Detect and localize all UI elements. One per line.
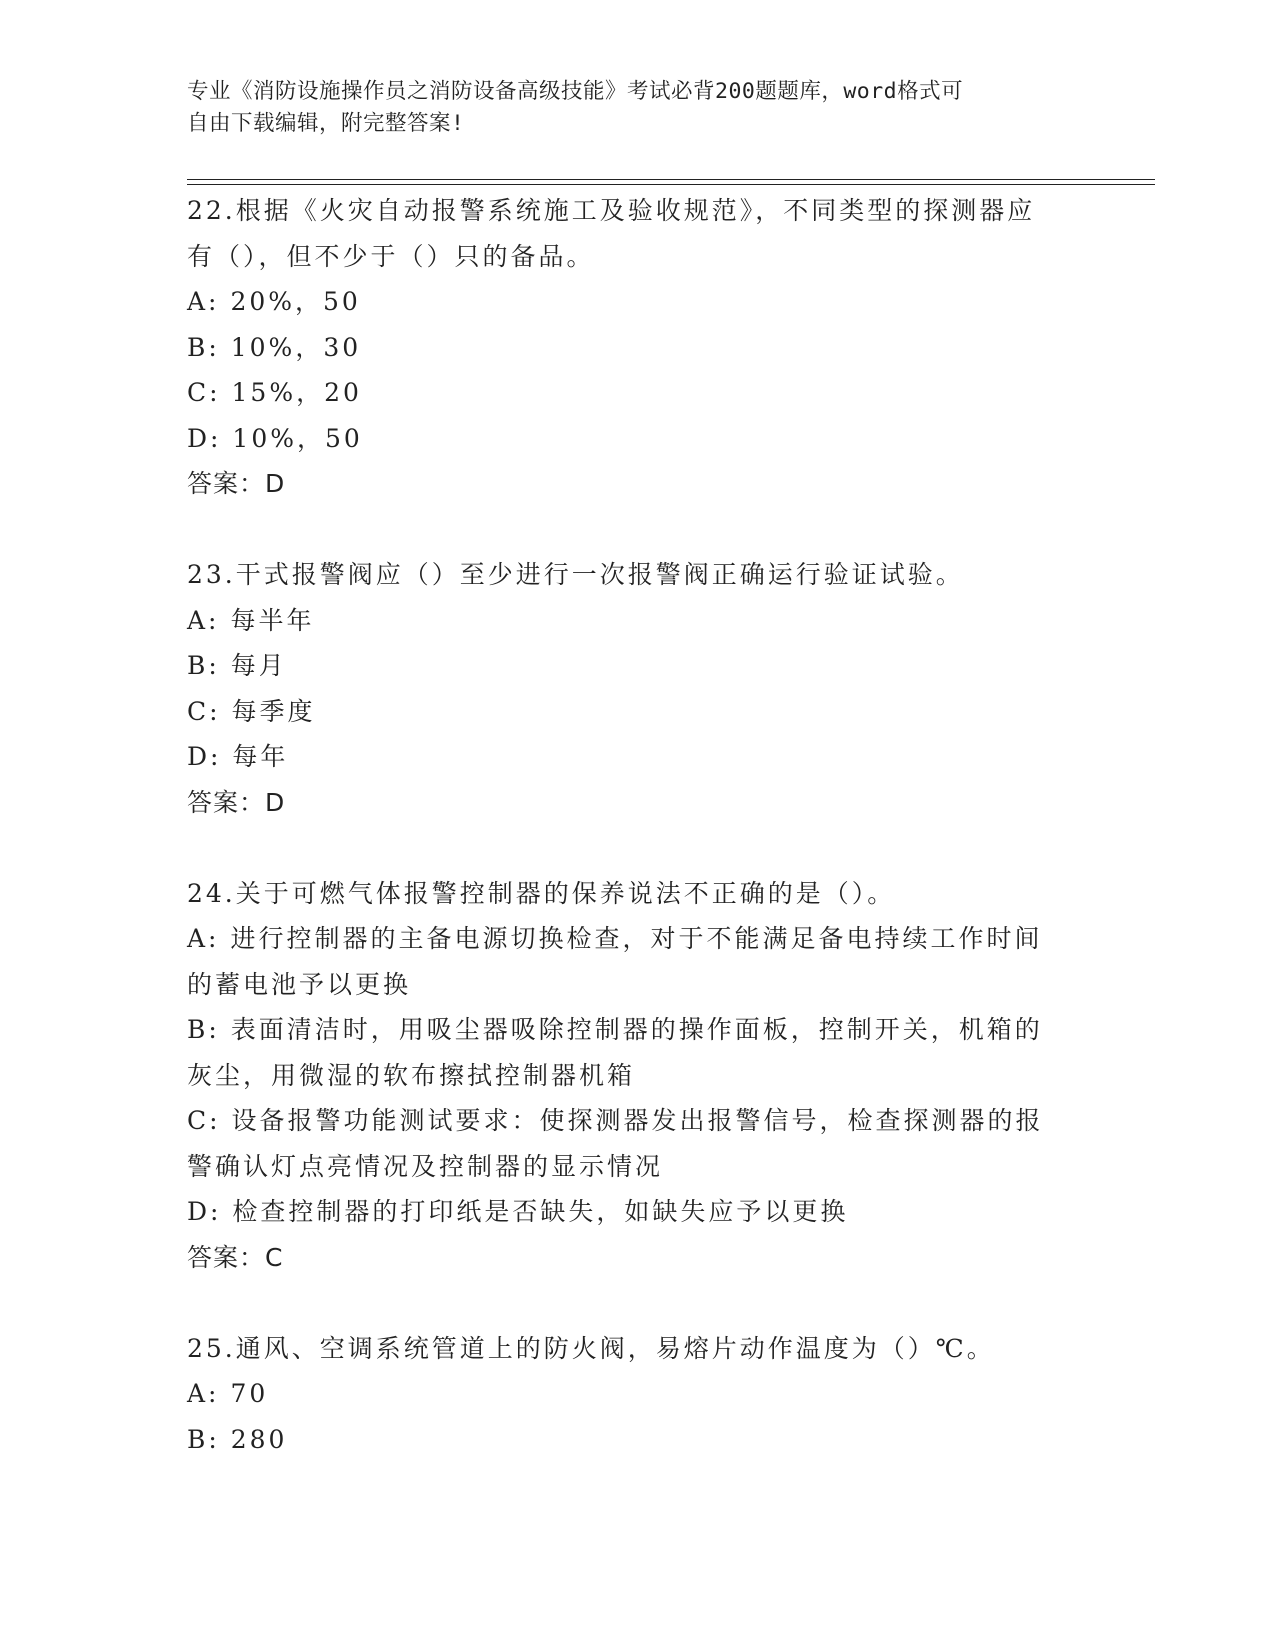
option-b bbox=[187, 1007, 1067, 1053]
option-text-line-1: 设备报警功能测试要求：使探测器发出报警信号，检查探测器的报 bbox=[231, 1106, 1044, 1135]
option-text: 280 bbox=[230, 1424, 288, 1454]
question-text-line-1: 通风、空调系统管道上的防火阀，易熔片动作温度为（）℃。 bbox=[235, 1333, 995, 1363]
option-d bbox=[187, 1189, 1067, 1235]
option-text: 20%，50 bbox=[230, 287, 361, 316]
option-label: A: bbox=[187, 287, 220, 316]
header-divider-top bbox=[187, 179, 1155, 180]
option-text-line-1: 表面清洁时，用吸尘器吸除控制器的操作面板，控制开关，机箱的 bbox=[230, 1015, 1043, 1044]
header-line-2: 自由下载编辑，附完整答案! bbox=[187, 111, 465, 136]
option-c-text-line-2: 警确认灯点亮情况及控制器的显示情况 bbox=[187, 1151, 664, 1181]
option-label: B: bbox=[187, 651, 220, 680]
option-c bbox=[187, 1098, 1067, 1144]
answer-line bbox=[187, 461, 1067, 507]
option-b bbox=[187, 325, 1067, 371]
answer-value: D bbox=[265, 469, 286, 498]
option-text: 每半年 bbox=[230, 605, 315, 635]
option-a bbox=[187, 916, 1067, 962]
option-text: 每季度 bbox=[231, 696, 316, 726]
option-label: D: bbox=[187, 1197, 222, 1226]
option-d bbox=[187, 416, 1067, 462]
option-b-text-line-2: 灰尘，用微湿的软布擦拭控制器机箱 bbox=[187, 1060, 636, 1090]
question-text-line-2: 有（），但不少于（）只的备品。 bbox=[187, 241, 595, 271]
option-label: B: bbox=[187, 1424, 220, 1454]
option-label: D: bbox=[187, 423, 222, 453]
option-b bbox=[187, 1417, 1067, 1463]
answer-line bbox=[187, 1235, 1067, 1281]
answer-label: 答案： bbox=[187, 787, 266, 817]
option-c bbox=[187, 689, 1067, 735]
option-label: C: bbox=[187, 1106, 221, 1135]
answer-value: C bbox=[265, 1242, 284, 1272]
answer-label: 答案： bbox=[187, 1242, 266, 1272]
answer-value: D bbox=[265, 787, 286, 817]
question-23 bbox=[187, 552, 1067, 825]
question-number: 25. bbox=[187, 1333, 236, 1363]
option-label: A: bbox=[187, 924, 220, 953]
option-c bbox=[187, 370, 1067, 416]
option-text: 10%，50 bbox=[232, 423, 363, 453]
option-text: 每年 bbox=[232, 742, 289, 771]
option-label: C: bbox=[187, 378, 221, 407]
document-header bbox=[187, 76, 1087, 140]
option-b bbox=[187, 643, 1067, 689]
question-text-line-1: 根据《火灾自动报警系统施工及验收规范》，不同类型的探测器应 bbox=[235, 196, 1036, 225]
option-text: 15%，20 bbox=[231, 378, 362, 407]
option-text-line-1: 进行控制器的主备电源切换检查，对于不能满足备电持续工作时间 bbox=[230, 924, 1043, 953]
header-divider-bottom bbox=[187, 184, 1155, 185]
option-text: 检查控制器的打印纸是否缺失，如缺失应予以更换 bbox=[232, 1197, 849, 1226]
option-text: 每月 bbox=[230, 651, 287, 680]
question-22 bbox=[187, 188, 1067, 507]
question-text-line-1: 关于可燃气体报警控制器的保养说法不正确的是（）。 bbox=[235, 878, 896, 908]
option-text: 10%，30 bbox=[230, 332, 362, 362]
option-label: C: bbox=[187, 696, 221, 726]
question-24 bbox=[187, 871, 1067, 1281]
question-25 bbox=[187, 1326, 1067, 1463]
option-a bbox=[187, 1371, 1067, 1417]
option-a bbox=[187, 598, 1067, 644]
option-label: A: bbox=[187, 1379, 220, 1408]
question-number: 24. bbox=[187, 878, 236, 908]
option-label: A: bbox=[187, 605, 220, 635]
question-number: 22. bbox=[187, 196, 236, 225]
question-text-line-1: 干式报警阀应（）至少进行一次报警阀正确运行验证试验。 bbox=[235, 560, 964, 589]
option-text: 70 bbox=[230, 1379, 269, 1408]
question-text bbox=[187, 188, 1067, 234]
option-d bbox=[187, 734, 1067, 780]
question-text bbox=[187, 871, 1067, 917]
question-text bbox=[187, 1326, 1067, 1372]
option-label: D: bbox=[187, 742, 222, 771]
answer-line bbox=[187, 780, 1067, 826]
option-a bbox=[187, 279, 1067, 325]
option-label: B: bbox=[187, 332, 220, 362]
option-a-text-line-2: 的蓄电池予以更换 bbox=[187, 969, 412, 999]
option-label: B: bbox=[187, 1015, 220, 1044]
question-number: 23. bbox=[187, 560, 236, 589]
answer-label: 答案： bbox=[187, 469, 266, 498]
question-list bbox=[187, 188, 1067, 1462]
header-line-1: 专业《消防设施操作员之消防设备高级技能》考试必背200题题库，word格式可 bbox=[187, 79, 964, 104]
question-text bbox=[187, 552, 1067, 598]
